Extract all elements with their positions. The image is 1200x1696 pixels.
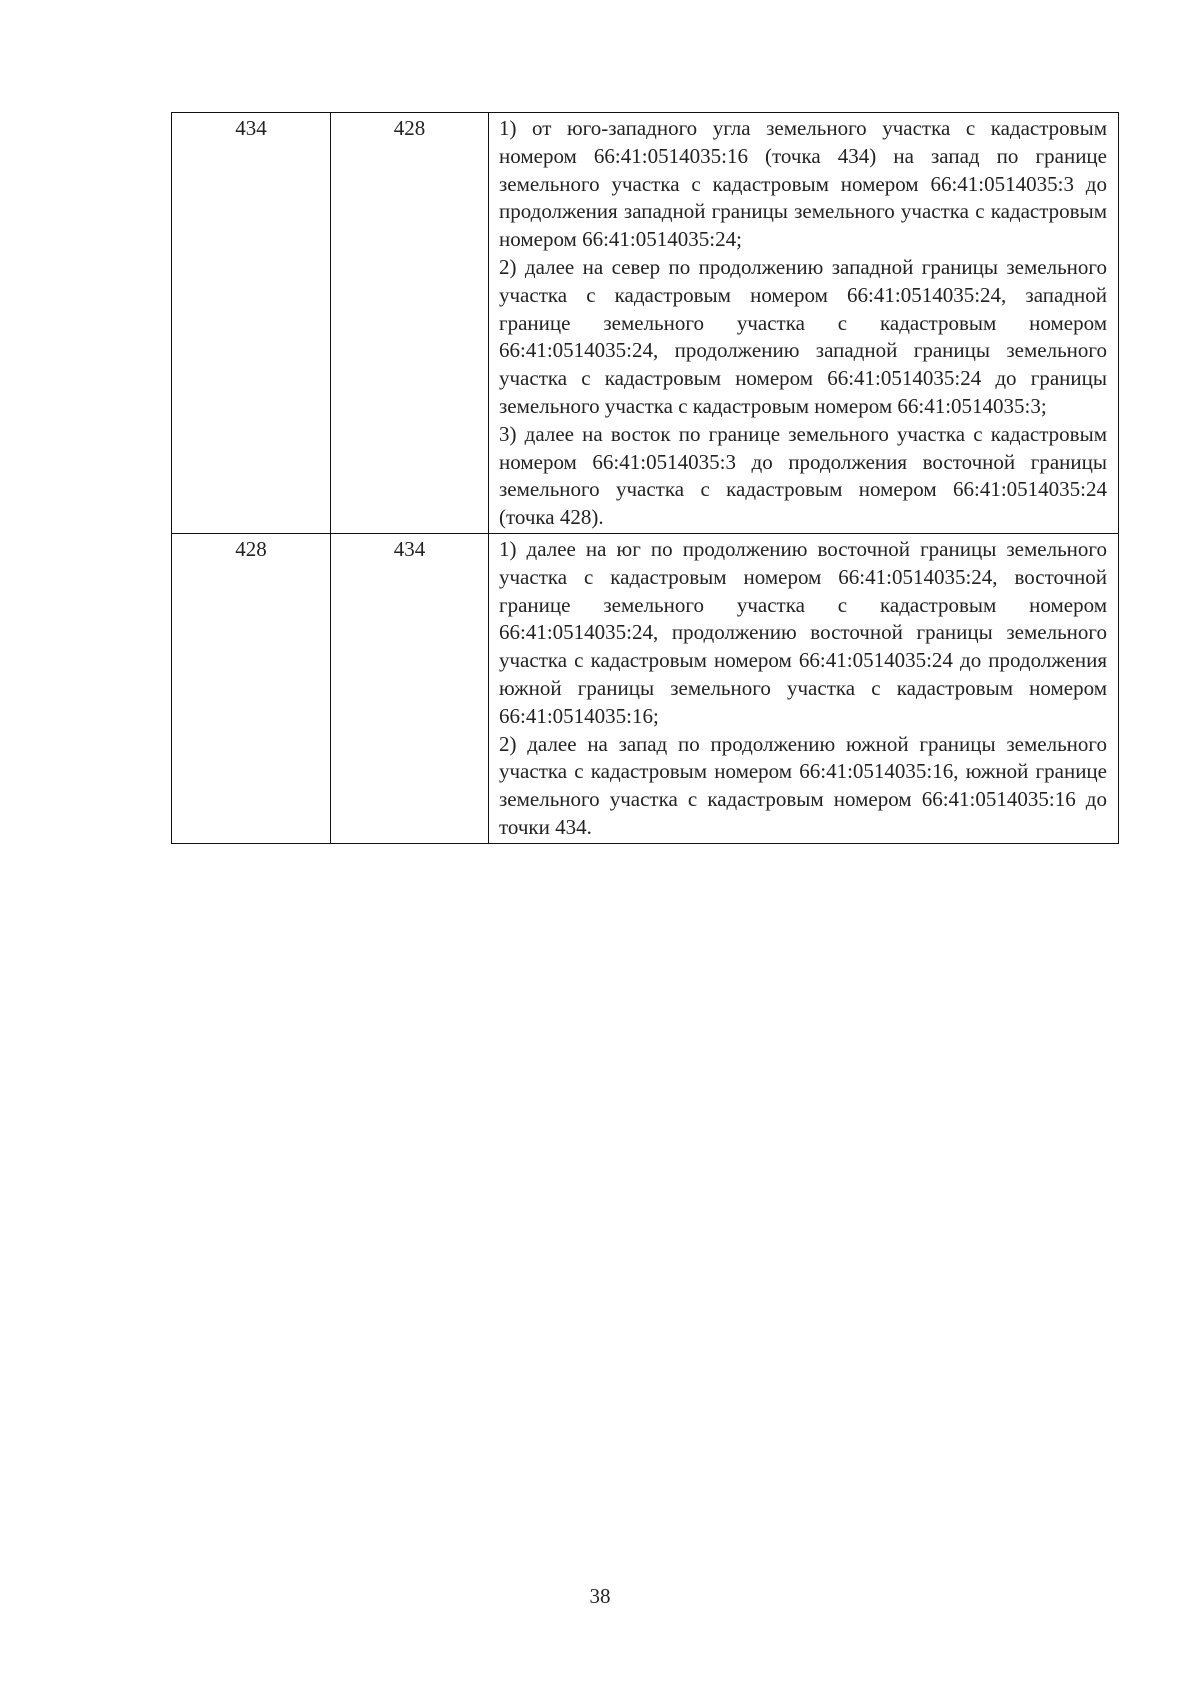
page-number: 38 — [589, 1584, 611, 1608]
table-row — [172, 533, 1119, 843]
boundary-step: 1) от юго-западного угла земельного участка с кадастровым номером 66:41:0514035:16 (точка 434) на запад по границе земельного участка с кадастровым номером 66:41:0514035:3 до продолжения западной границы земельного участка с кадастровым номером 66:41:0514035:24; — [499, 116, 1107, 252]
to-point-cell: 428 — [331, 113, 489, 534]
table-row — [172, 113, 1119, 534]
boundary-step: 2) далее на запад по продолжению южной границы земельного участка с кадастровым номером 66:41:0514035:16, южной границе земельного участка с кадастровым номером 66:41:0514035:16 до точки 434. — [499, 731, 1107, 839]
from-point-cell: 428 — [172, 533, 331, 843]
boundary-description-table — [171, 112, 1119, 844]
boundary-description-cell — [489, 113, 1119, 534]
boundary-description-cell — [489, 533, 1119, 843]
boundary-step: 2) далее на север по продолжению западной границы земельного участка с кадастровым номером 66:41:0514035:24, западной границе земельного участка с кадастровым номером 66:41:0514035:24, продолжению западной границы земельного участка с кадастровым номером 66:41:0514035:24 до границы земельного участка с кадастровым номером 66:41:0514035:3; — [499, 254, 1107, 418]
to-point-cell: 434 — [331, 533, 489, 843]
from-point-cell: 434 — [172, 113, 331, 534]
boundary-step: 3) далее на восток по границе земельного участка с кадастровым номером 66:41:0514035:3 до продолжения восточной границы земельного участка с кадастровым номером 66:41:0514035:24 (точка 428). — [499, 421, 1107, 530]
boundary-step: 1) далее на юг по продолжению восточной границы земельного участка с кадастровым номером 66:41:0514035:24, восточной границе земельного участка с кадастровым номером 66:41:0514035:24, продолжению восточной границы земельного участка с кадастровым номером 66:41:0514035:24 до продолжения южной границы земельного участка с кадастровым номером 66:41:0514035:16; — [499, 536, 1107, 728]
